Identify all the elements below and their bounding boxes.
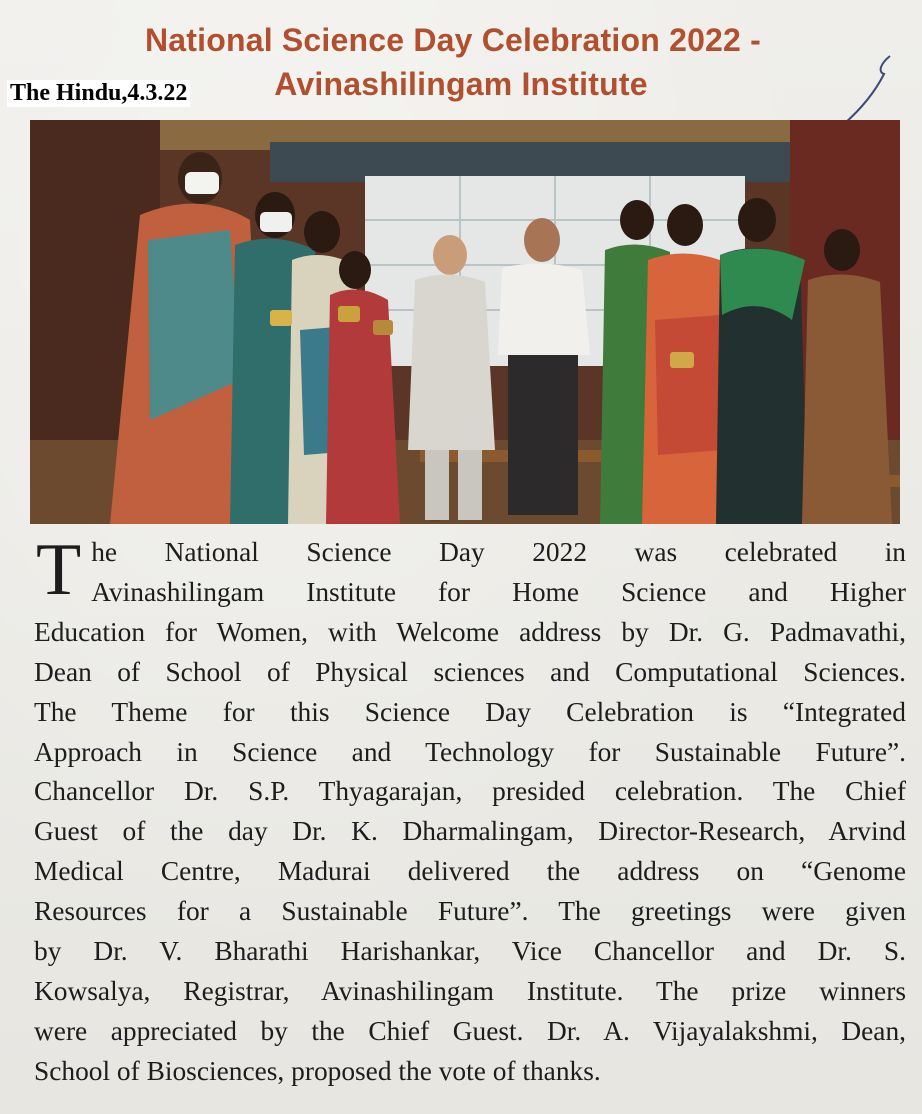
article-line: Medical Centre, Madurai delivered the address on “Genome — [34, 856, 906, 887]
article-line: Approach in Science and Technology for Sustainable Future”. — [34, 736, 906, 767]
source-label: The Hindu,4.3.22 — [7, 80, 190, 107]
pen-mark-icon — [832, 50, 902, 130]
article-line: Avinashilingam Institute for Home Science and Higher — [91, 576, 906, 607]
article-line: he National Science Day 2022 was celebrated in — [91, 537, 906, 567]
article-line: Education for Women, with Welcome address by Dr. G. Padmavathi, — [34, 616, 906, 647]
article-line: Kowsalya, Registrar, Avinashilingam Institute. The prize winners — [34, 975, 906, 1006]
article-line: School of Biosciences, proposed the vote of thanks. — [34, 1055, 601, 1086]
article-line: Guest of the day Dr. K. Dharmalingam, Director-Research, Arvind — [34, 816, 906, 847]
headline-line-2: Avinashilingam Institute — [274, 66, 648, 102]
article-line: by Dr. V. Bharathi Harishankar, Vice Chancellor and Dr. S. — [34, 936, 906, 967]
article-body — [34, 529, 906, 1092]
article-line: The Theme for this Science Day Celebration is “Integrated — [34, 696, 906, 727]
drop-cap: T — [36, 529, 82, 611]
article-line: Dean of School of Physical sciences and Computational Sciences. — [34, 656, 906, 687]
article-line: Resources for a Sustainable Future”. The greetings were given — [34, 896, 906, 927]
event-photo — [30, 120, 900, 524]
group-photo-icon — [30, 120, 900, 524]
headline-line-1: National Science Day Celebration 2022 - — [144, 22, 762, 58]
article-line: were appreciated by the Chief Guest. Dr. A. Vijayalakshmi, Dean, — [34, 1015, 906, 1046]
article-line: Chancellor Dr. S.P. Thyagarajan, presided celebration. The Chief — [34, 776, 906, 807]
